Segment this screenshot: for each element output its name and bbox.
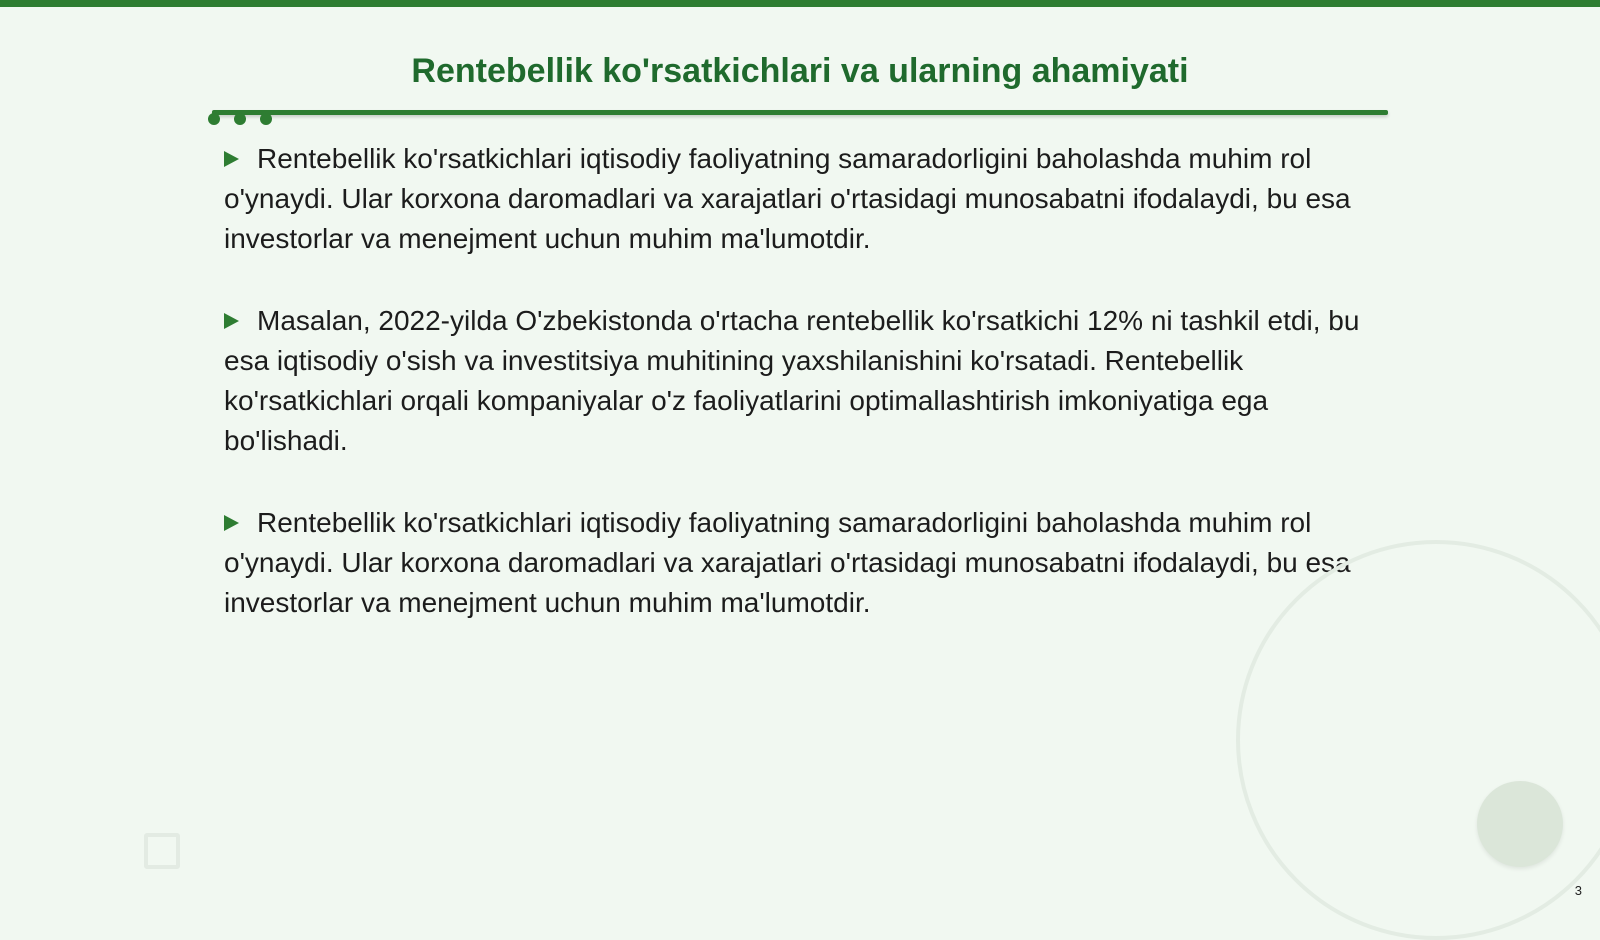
paragraph-text: Masalan, 2022-yilda O'zbekistonda o'rtacha rentebellik ko'rsatkichi 12% ni tashkil etdi, bu esa iqtisodiy o'sish va investitsiya muhitining yaxshilanishini ko'rsatadi. Rentebellik ko'rsatkichlari orqali kompaniyalar o'z faoliyatlarini optimallashtirish imkoniyatiga ega bo'lishadi. [224,305,1360,456]
decor-square [144,833,180,869]
triangle-right-icon [224,313,239,329]
title-underline [212,110,1388,115]
triangle-right-icon [224,515,239,531]
decor-circle [1477,781,1563,867]
slide-body [224,139,1374,665]
triangle-right-icon [224,151,239,167]
decor-dot [260,113,272,125]
decor-dot [234,113,246,125]
bullet-paragraph [224,503,1374,623]
top-accent-bar [0,0,1600,7]
bullet-paragraph [224,301,1374,461]
page-number: 3 [1574,883,1582,898]
bullet-paragraph [224,139,1374,259]
slide-title: Rentebellik ko'rsatkichlari va ularning ahamiyati [411,52,1189,90]
decor-dot [208,113,220,125]
paragraph-text: Rentebellik ko'rsatkichlari iqtisodiy faoliyatning samaradorligini baholashda muhim rol o'ynaydi. Ular korxona daromadlari va xarajatlari o'rtasidagi munosabatni ifodalaydi, bu esa investorlar va menejment uchun muhim ma'lumotdir. [224,143,1351,254]
paragraph-text: Rentebellik ko'rsatkichlari iqtisodiy faoliyatning samaradorligini baholashda muhim rol o'ynaydi. Ular korxona daromadlari va xarajatlari o'rtasidagi munosabatni ifodalaydi, bu esa investorlar va menejment uchun muhim ma'lumotdir. [224,507,1351,618]
